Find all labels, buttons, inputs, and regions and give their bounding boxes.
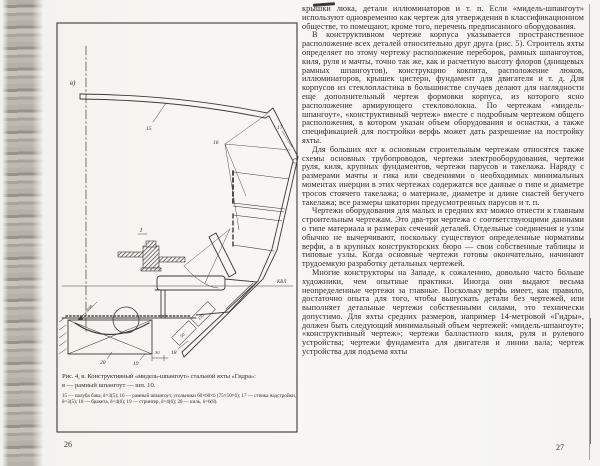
paragraph: Для больших яхт к основным строительным чертежам относятся также схемы основных трубопроводов, чертежи электрооборудования, чертежи руля, киля, крупных фундаментов, чертежи парусов и такелажа. Наряду с размерами мачты и гика или сведениями о необходимых минимальных моментах инерции в этих чертежах содержатся все данные о типе и диаметре тросов стоячего такелажа; о материале, диаметре и длине снастей бегучего такелажа; все размеры шкаторин предусмотренных парусов и т. п.: [302, 144, 584, 207]
detail-label: I: [140, 227, 143, 234]
part-label-19: 19: [133, 361, 139, 367]
paragraph: В конструктивном чертеже корпуса указывается пространственное расположение всех деталей относительно друг друга (рис. 5). Строитель яхты определяет по этому чертежу расположение переборок, рамных шпангоутов, киля, руля и мачты, точно так же, как и расчетную высоту флоров (днищевых рамных шпангоутов), конструкцию кокпита, расположение люков, иллюминаторов, крышек цистерн, фундамент для двигателя и т. д. Для корпусов из стеклопластика в большинстве случаев делают для наглядности еще дополнительный чертеж формовки корпуса, из которого ясно расположение армирующего стекловолокна. По чертежам «мидель-шпангоут», «конструктивный чертеж» вместе с подробным чертежом общего расположения, в котором указан объем оборудования и оснастки, а также спецификацией для постройки верфь может дать разрешение на постройку яхты.: [302, 30, 584, 145]
left-page-number: 26: [64, 440, 72, 449]
superstructure-wall: [265, 108, 298, 163]
figure-frame: [57, 23, 297, 432]
part-label-15: 15: [146, 126, 152, 132]
berth: [155, 276, 257, 318]
part-label-18: 18: [171, 350, 177, 356]
dim-150: 150: [196, 312, 205, 322]
panel-label: в): [70, 79, 76, 87]
figure-caption-title: Рис. 4, в. Конструктивный «мидель-шпангоут» стальной яхты «Гидра»:: [62, 373, 256, 380]
bolted-joint-detail: [118, 234, 185, 271]
page-edge-shadow: [590, 318, 591, 444]
body-text-column: [302, 5, 584, 437]
figure-caption-legend: 15 — палуба бака, δ=3(5); 16 — рамный шпангоут, угольники 60×60×6 (75×50×6); 17 — стенка надстройки, δ=3(5); 18 — бракета, δ=4(6); 19 — стрингер, δ=4(6); 20 — киль, δ=6(8).: [62, 392, 296, 405]
part-label-16: 16: [213, 140, 219, 146]
waterline-label: КВЛ: [277, 280, 287, 285]
figure-caption-subtitle: в — рамный шпангоут — шп. 10.: [62, 382, 156, 389]
figure-caption: [62, 373, 296, 405]
wall-openings: [233, 171, 289, 251]
keel-structure: [59, 307, 196, 354]
part-label-20: 20: [100, 360, 106, 366]
paragraph: крышки люка, детали иллюминаторов и т. п. Если «мидель-шпангоут» используют одновременно как чертеж для утверждения в классификационном обществе, то помещают, кроме того, перечень предписанного оборудования.: [302, 5, 584, 31]
paragraph: Чертежи оборудования для малых и средних яхт можно отнести к главным строительным чертежам. Это два-три чертежа с соответствующими данными о типе материала и размерах сечений деталей. Отдельные соединения и узлы обычно не вычерчивают, поскольку существуют определенные нормативы верфи, а в крупных конструкторских бюро — свои собственные таблицы и типовые узлы. Когда основные чертежи готовы окончательно, начинают трудоемкую разработку детальных чертежей.: [302, 206, 584, 269]
deck-lines: [80, 94, 267, 122]
dim-100: 100: [85, 304, 94, 313]
dim-30: 30: [155, 350, 160, 355]
hull-side: [182, 157, 298, 357]
dim-50: 50: [179, 331, 186, 339]
paragraph: Многие конструкторы на Западе, к сожалению, довольно часто больше художники, чем опытные практики. Иногда они выдают весьма неопределенные чертежи за главные. Поскольку верфь имеет, как правило, достаточно опыта для того, чтобы выпускать детали без чертежей, или выполняет детальные чертежи собственными силами, это технически допустимо. Для яхты средних размеров, например 14-метровой «Гидры», должен быть следующий минимальный объем чертежей: «мидель-шпангоут»; «конструктивный чертеж»; чертежи балластного киля, руля и рулевого устройства; чертежи фундамента для двигателя и линии вала; чертеж устройства для подъема яхты: [302, 267, 584, 357]
right-page-number: 27: [556, 443, 564, 452]
part-label-17: 17: [277, 125, 283, 131]
